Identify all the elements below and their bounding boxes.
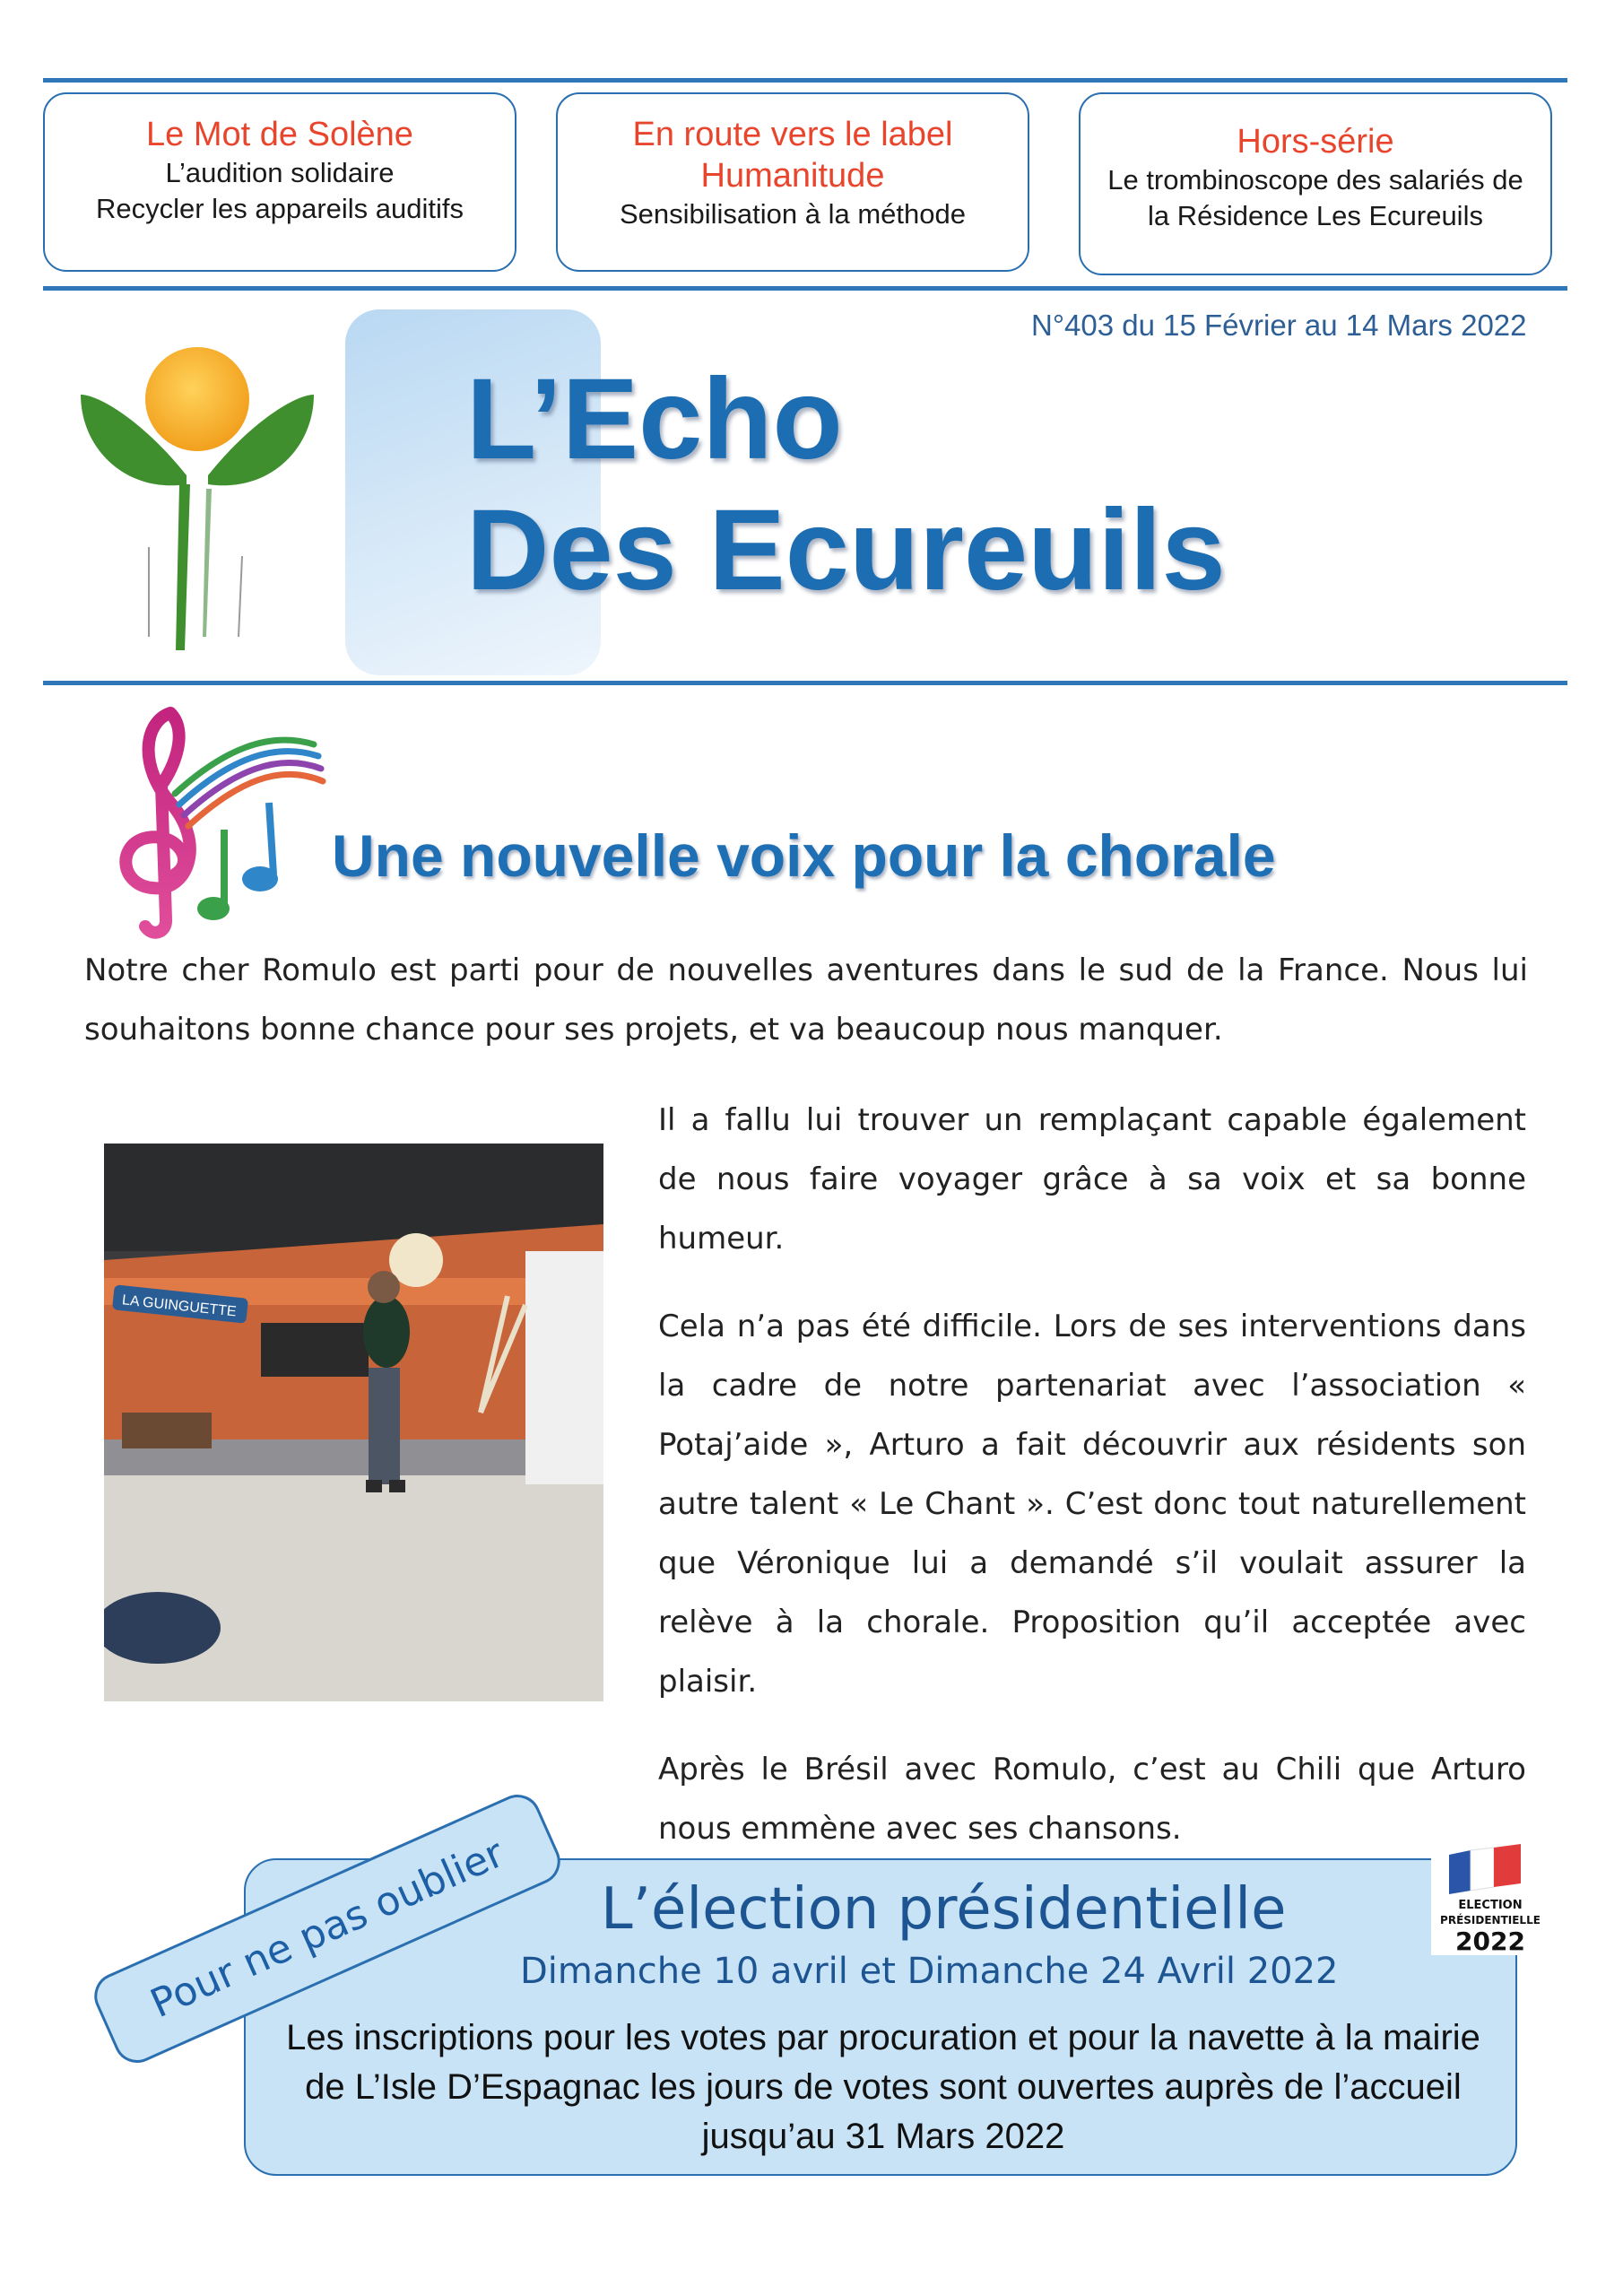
teaser-title: En route vers le label Humanitude bbox=[632, 116, 953, 195]
notice-body: Les inscriptions pour les votes par procuration et pour la navette à la mairie de L’Isle D’Espagnac les jours de votes sont ouvertes auprès de l’accueil jusqu’au 31 Mars 2022 bbox=[286, 2018, 1480, 2156]
teaser-line: Le trombinoscope des salariés de bbox=[1107, 164, 1523, 196]
article-paragraph: Il a fallu lui trouver un remplaçant capable également de nous faire voyager grâce à sa voix et sa bonne humeur. bbox=[658, 1102, 1526, 1257]
music-notes-icon bbox=[90, 695, 332, 946]
election-logo-icon bbox=[1431, 1837, 1549, 1955]
article-title: Une nouvelle voix pour la chorale bbox=[332, 822, 1276, 889]
notice-title: L’élection présidentielle bbox=[601, 1876, 1287, 1943]
teaser-line: Recycler les appareils auditifs bbox=[95, 193, 464, 224]
teaser-title: Le Mot de Solène bbox=[146, 116, 413, 153]
masthead-title bbox=[466, 354, 1226, 616]
masthead-line-1: L’Echo bbox=[466, 355, 843, 483]
article-paragraph: Après le Brésil avec Romulo, c’est au Chili que Arturo nous emmène avec ses chansons. bbox=[658, 1752, 1526, 1847]
teaser-box-humanitude[interactable] bbox=[556, 92, 1029, 272]
teaser-box-mot-de-solene[interactable] bbox=[43, 92, 516, 272]
teaser-line: L’audition solidaire bbox=[165, 157, 395, 188]
logo-year: 2022 bbox=[1455, 1926, 1525, 1955]
teaser-box-hors-serie[interactable] bbox=[1079, 92, 1552, 275]
teaser-title: Hors-série bbox=[1237, 123, 1394, 161]
logo-line-2: PRÉSIDENTIELLE bbox=[1440, 1914, 1541, 1926]
article-paragraph: Cela n’a pas été difficile. Lors de ses interventions dans la cadre de notre partenariat avec l’association « Potaj’aide », Arturo a fait découvrir aux résidents son autre talent « Le Chant ». C’est donc tout naturellement que Véronique lui a demandé s’il voulait assurer la relève à la chorale. Proposition qu’il acceptée avec plaisir. bbox=[658, 1309, 1526, 1700]
residence-logo-icon bbox=[72, 341, 323, 664]
top-rule bbox=[43, 78, 1567, 83]
logo-line-1: ELECTION bbox=[1458, 1899, 1523, 1912]
photo-sign-text: LA GUINGUETTE bbox=[121, 1292, 238, 1320]
article-intro: Notre cher Romulo est parti pour de nouvelles aventures dans le sud de la France. Nous lui souhaitons bonne chance pour ses projets, et va beaucoup nous manquer. bbox=[84, 952, 1528, 1048]
chorale-photo bbox=[104, 1144, 603, 1701]
header-rule bbox=[43, 286, 1567, 291]
notice-dates: Dimanche 10 avril et Dimanche 24 Avril 2022 bbox=[520, 1951, 1339, 1992]
masthead-rule bbox=[43, 681, 1567, 685]
reminder-tag: Pour ne pas oublier bbox=[87, 1787, 568, 2071]
masthead-line-2: Des Ecureuils bbox=[466, 486, 1226, 614]
teaser-line: la Résidence Les Ecureuils bbox=[1148, 200, 1483, 231]
issue-number: N°403 du 15 Février au 14 Mars 2022 bbox=[1031, 309, 1527, 342]
teaser-line: Sensibilisation à la méthode bbox=[619, 198, 967, 230]
article-right-column bbox=[658, 1091, 1526, 1887]
